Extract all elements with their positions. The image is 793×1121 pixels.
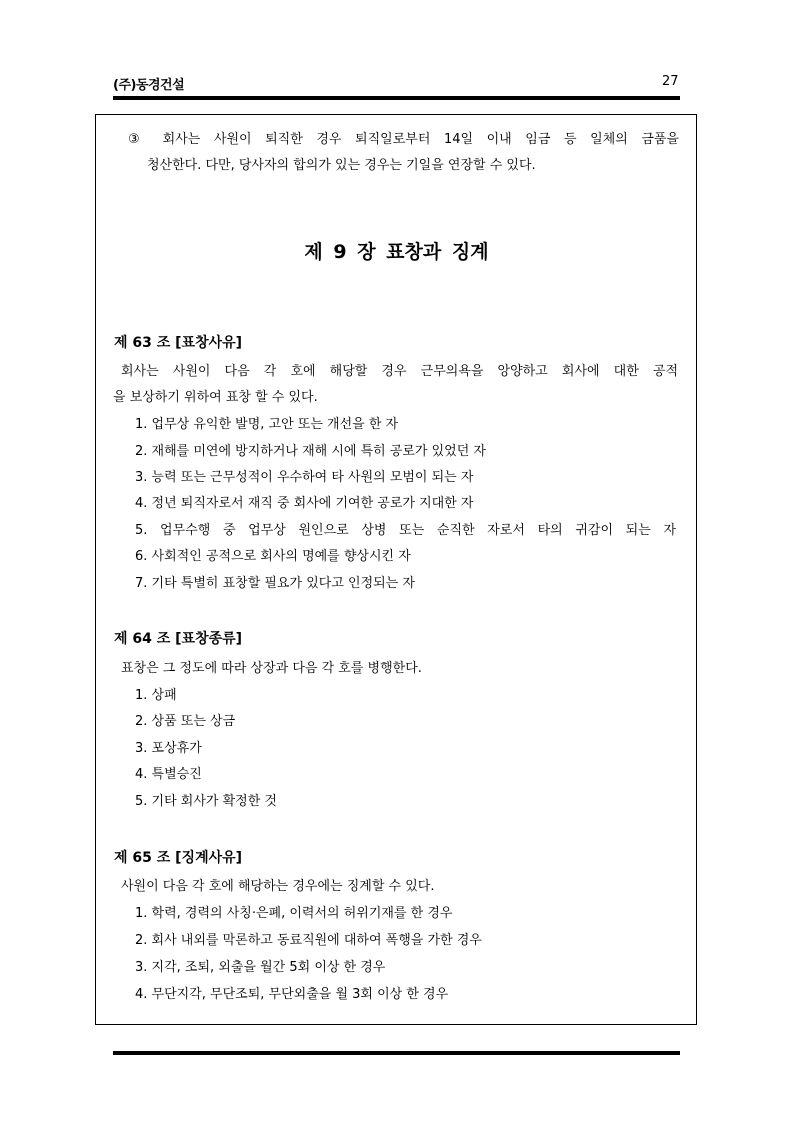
intro-line-2: 청산한다. 다만, 당사자의 합의가 있는 경우는 기일을 연장할 수 있다. (147, 158, 536, 173)
list-item: 1. 업무상 유익한 발명, 고안 또는 개선을 한 자 (135, 417, 399, 432)
list-item: 3. 포상휴가 (135, 741, 202, 756)
article-65-body-line-1: 사원이 다음 각 호에 해당하는 경우에는 징계할 수 있다. (121, 879, 435, 894)
page-number: 27 (662, 74, 679, 89)
list-item: 2. 회사 내외를 막론하고 동료직원에 대하여 폭행을 가한 경우 (135, 933, 482, 948)
intro-line-1: ③ 회사는 사원이 퇴직한 경우 퇴직일로부터 14일 이내 임금 등 일체의 금품을 (128, 132, 679, 147)
article-64-body-line-1: 표창은 그 정도에 따라 상장과 다음 각 호를 병행한다. (121, 661, 422, 676)
list-item: 5. 기타 회사가 확정한 것 (135, 794, 277, 809)
list-item: 4. 무단지각, 무단조퇴, 무단외출을 월 3회 이상 한 경우 (135, 987, 449, 1002)
list-item: 1. 상패 (135, 688, 177, 703)
list-item: 3. 능력 또는 근무성적이 우수하여 타 사원의 모범이 되는 자 (135, 470, 474, 485)
article-63-body-line-2: 을 보상하기 위하여 표창 할 수 있다. (113, 390, 318, 405)
list-item: 2. 상품 또는 상금 (135, 714, 236, 729)
list-item: 3. 지각, 조퇴, 외출을 월간 5회 이상 한 경우 (135, 960, 386, 975)
article-64-title: 제 64 조 [표창종류] (114, 631, 243, 647)
list-item: 7. 기타 특별히 표창할 필요가 있다고 인정되는 자 (135, 576, 415, 591)
list-item: 4. 특별승진 (135, 767, 202, 782)
article-63-body-line-1: 회사는 사원이 다음 각 호에 해당할 경우 근무의욕을 앙양하고 회사에 대한 공적 (121, 364, 678, 379)
article-63-title: 제 63 조 [표창사유] (114, 335, 243, 351)
footer-rule (113, 1051, 680, 1055)
article-65-title: 제 65 조 [징계사유] (114, 850, 243, 866)
list-item: 4. 정년 퇴직자로서 재직 중 회사에 기여한 공로가 지대한 자 (135, 496, 474, 511)
chapter-title: 제 9 장 표창과 징계 (304, 241, 489, 263)
header-rule (113, 96, 680, 100)
list-item: 1. 학력, 경력의 사칭·은폐, 이력서의 허위기재를 한 경우 (135, 906, 453, 921)
list-item: 2. 재해를 미연에 방지하거나 재해 시에 특히 공로가 있었던 자 (135, 444, 486, 459)
list-item: 5. 업무수행 중 업무상 원인으로 상병 또는 순직한 자로서 타의 귀감이 되는 자 (135, 523, 676, 538)
list-item: 6. 사회적인 공적으로 회사의 명예를 향상시킨 자 (135, 549, 411, 564)
company-name: (주)동경건설 (113, 78, 185, 93)
